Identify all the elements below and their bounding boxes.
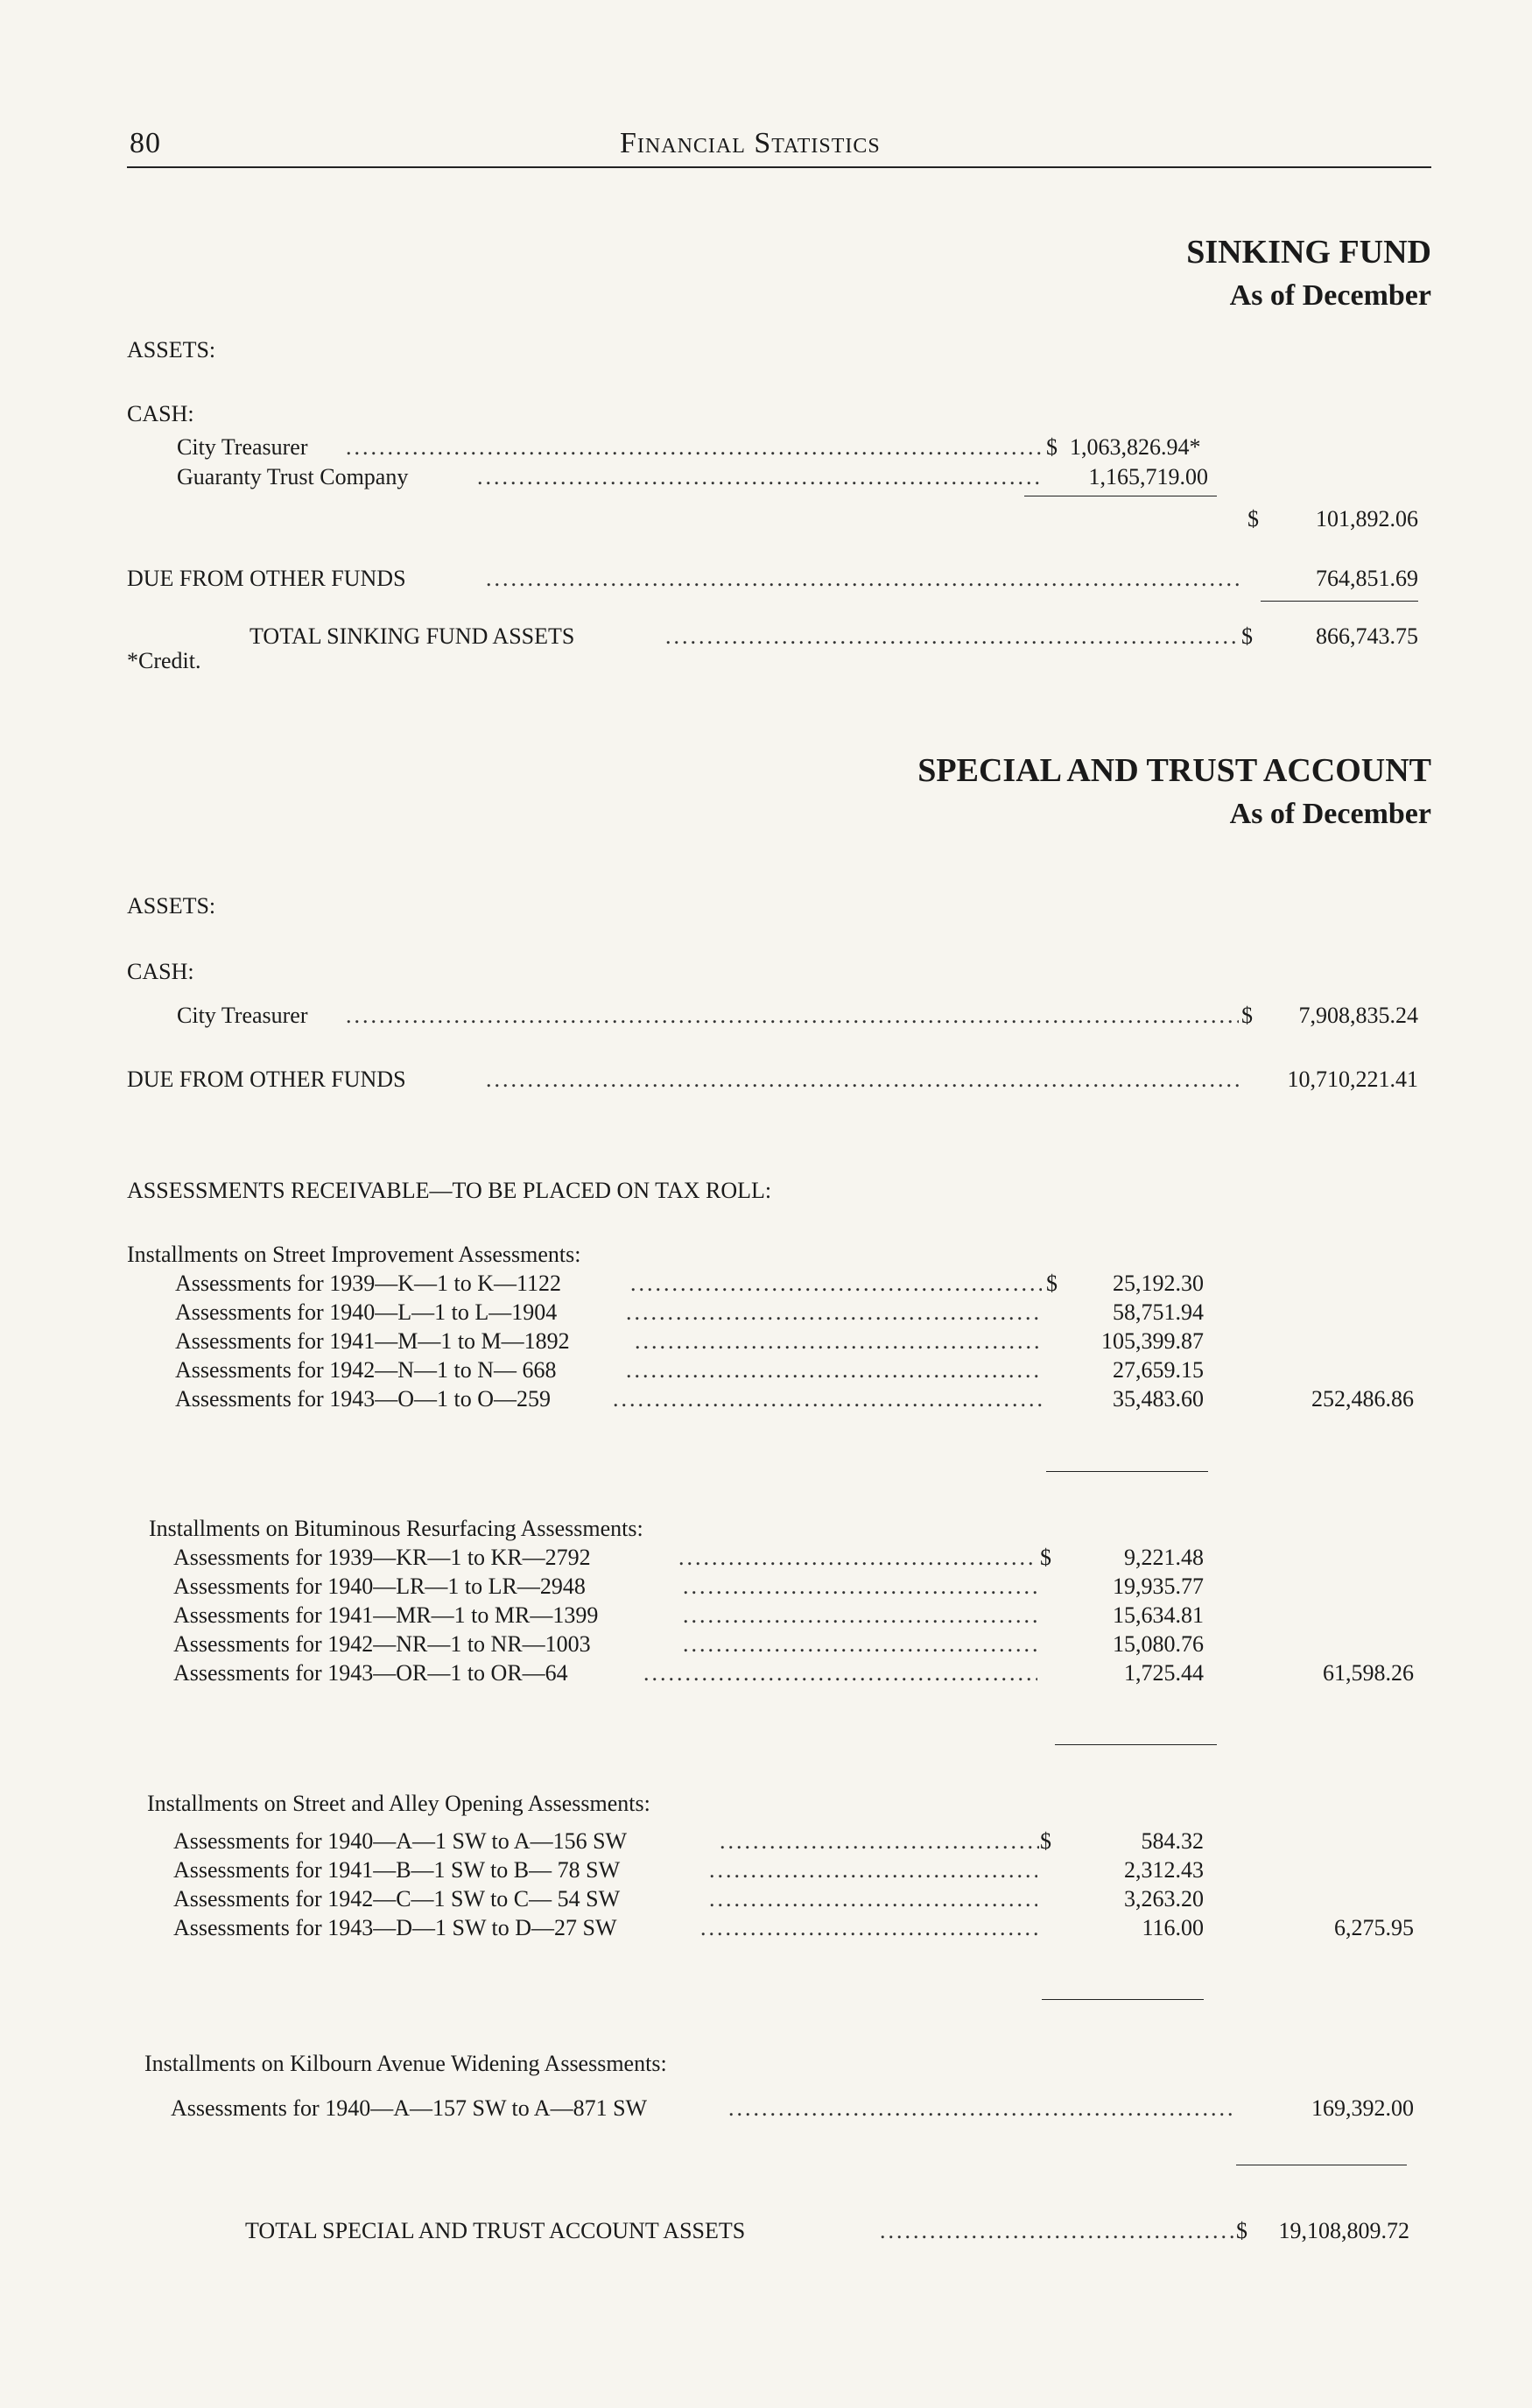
assessment-amount: 15,080.76 <box>1113 1631 1204 1657</box>
leader-dots <box>678 1545 1037 1571</box>
sinking-city-treasurer-label: City Treasurer <box>177 434 308 460</box>
special-trust-title: SPECIAL AND TRUST ACCOUNT <box>917 752 1431 789</box>
special-cash-label: CASH: <box>127 959 194 984</box>
subtotal-rule <box>1055 1744 1217 1745</box>
running-title: Financial Statistics <box>620 127 881 159</box>
leader-dots <box>346 1003 1239 1029</box>
dollar-sign: $ <box>1241 623 1253 649</box>
sinking-fund-title: SINKING FUND <box>1186 234 1431 271</box>
assessment-label: Assessments for 1940—A—1 SW to A—156 SW <box>173 1828 628 1854</box>
sinking-guaranty-label: Guaranty Trust Company <box>177 464 409 489</box>
assessment-label: Assessments for 1942—NR—1 to NR—1003 <box>173 1631 591 1657</box>
assessment-label: Assessments for 1943—D—1 SW to D—27 SW <box>173 1915 617 1940</box>
leader-dots <box>709 1886 1037 1912</box>
special-city-treasurer-label: City Treasurer <box>177 1003 308 1028</box>
sinking-cash-total: 101,892.06 <box>1316 506 1418 532</box>
leader-dots <box>477 464 1042 490</box>
special-due-amount: 10,710,221.41 <box>1287 1067 1418 1092</box>
assessment-amount: 1,725.44 <box>1124 1660 1204 1686</box>
dollar-sign: $ <box>1040 1828 1051 1854</box>
sinking-cash-label: CASH: <box>127 401 194 426</box>
sinking-city-treasurer-amount: 1,063,826.94* <box>1070 434 1201 460</box>
sinking-due-label: DUE FROM OTHER FUNDS <box>127 566 406 591</box>
special-total-label: TOTAL SPECIAL AND TRUST ACCOUNT ASSETS <box>245 2218 746 2243</box>
assessment-label: Assessments for 1939—KR—1 to KR—2792 <box>173 1545 591 1570</box>
dollar-sign: $ <box>1046 1271 1058 1296</box>
leader-dots <box>613 1386 1042 1412</box>
footnote: *Credit. <box>127 648 201 673</box>
assessment-amount: 58,751.94 <box>1113 1299 1204 1325</box>
sinking-guaranty-amount: 1,165,719.00 <box>1088 464 1208 489</box>
total-rule <box>1261 601 1418 602</box>
leader-dots <box>643 1660 1037 1686</box>
special-assets-label: ASSETS: <box>127 893 216 919</box>
dollar-sign: $ <box>1040 1545 1051 1570</box>
assessment-label: Assessments for 1942—N—1 to N— 668 <box>175 1357 557 1383</box>
sinking-assets-label: ASSETS: <box>127 337 216 363</box>
assessment-amount: 116.00 <box>1142 1915 1204 1940</box>
assessment-amount: 27,659.15 <box>1113 1357 1204 1383</box>
assessment-amount: 105,399.87 <box>1101 1328 1204 1354</box>
leader-dots <box>626 1357 1042 1384</box>
subtotal-rule <box>1042 1999 1204 2000</box>
assessment-label: Assessments for 1941—MR—1 to MR—1399 <box>173 1602 599 1628</box>
assessment-label: Assessments for 1943—OR—1 to OR—64 <box>173 1660 568 1686</box>
assessment-label: Assessments for 1941—B—1 SW to B— 78 SW <box>173 1857 621 1883</box>
leader-dots <box>709 1857 1037 1883</box>
sinking-due-amount: 764,851.69 <box>1316 566 1418 591</box>
special-city-treasurer-amount: 7,908,835.24 <box>1298 1003 1418 1028</box>
group-total: 252,486.86 <box>1311 1386 1414 1412</box>
assessment-amount: 35,483.60 <box>1113 1386 1204 1412</box>
group-total: 61,598.26 <box>1323 1660 1414 1686</box>
assessment-amount: 584.32 <box>1141 1828 1204 1854</box>
dollar-sign: $ <box>1247 506 1259 532</box>
assessment-amount: 3,263.20 <box>1124 1886 1204 1912</box>
leader-dots <box>346 434 1042 461</box>
assessment-label: Assessments for 1943—O—1 to O—259 <box>175 1386 551 1412</box>
header-rule <box>127 166 1431 168</box>
assessment-amount: 19,935.77 <box>1113 1574 1204 1599</box>
assessment-amount: 25,192.30 <box>1113 1271 1204 1296</box>
leader-dots <box>728 2095 1236 2122</box>
subtotal-rule <box>1046 1471 1208 1472</box>
dollar-sign: $ <box>1046 434 1058 460</box>
assessment-amount: 15,634.81 <box>1113 1602 1204 1628</box>
leader-dots <box>486 1067 1239 1093</box>
group-total: 6,275.95 <box>1334 1915 1414 1940</box>
assessment-amount: 9,221.48 <box>1124 1545 1204 1570</box>
sinking-total-amount: 866,743.75 <box>1316 623 1418 649</box>
kilbourn-amount: 169,392.00 <box>1311 2095 1414 2121</box>
assessment-amount: 2,312.43 <box>1124 1857 1204 1883</box>
assessment-label: Assessments for 1941—M—1 to M—1892 <box>175 1328 570 1354</box>
page-number: 80 <box>130 127 161 159</box>
dollar-sign: $ <box>1236 2218 1247 2243</box>
leader-dots <box>635 1328 1042 1355</box>
assessment-label: Assessments for 1940—L—1 to L—1904 <box>175 1299 558 1325</box>
leader-dots <box>665 623 1239 650</box>
assessment-label: Assessments for 1942—C—1 SW to C— 54 SW <box>173 1886 621 1912</box>
leader-dots <box>880 2218 1234 2244</box>
special-total-amount: 19,108,809.72 <box>1278 2218 1409 2243</box>
special-due-label: DUE FROM OTHER FUNDS <box>127 1067 406 1092</box>
dollar-sign: $ <box>1241 1003 1253 1028</box>
group-heading: Installments on Kilbourn Avenue Widening Assessments: <box>144 2051 667 2076</box>
sinking-total-label: TOTAL SINKING FUND ASSETS <box>249 623 575 649</box>
leader-dots <box>626 1299 1042 1326</box>
assessment-label: Assessments for 1939—K—1 to K—1122 <box>175 1271 562 1296</box>
leader-dots <box>683 1574 1037 1600</box>
leader-dots <box>700 1915 1037 1941</box>
leader-dots <box>720 1828 1039 1855</box>
sinking-fund-subtitle: As of December <box>1229 279 1431 312</box>
leader-dots <box>683 1602 1037 1629</box>
group-heading: Installments on Street Improvement Assessments: <box>127 1242 581 1267</box>
leader-dots <box>486 566 1239 592</box>
leader-dots <box>630 1271 1042 1297</box>
group-heading: Installments on Bituminous Resurfacing Assessments: <box>149 1516 643 1541</box>
assessment-label: Assessments for 1940—LR—1 to LR—2948 <box>173 1574 586 1599</box>
leader-dots <box>683 1631 1037 1658</box>
special-trust-subtitle: As of December <box>1229 798 1431 830</box>
receivable-label: ASSESSMENTS RECEIVABLE—TO BE PLACED ON TAX ROLL: <box>127 1178 772 1203</box>
assessment-label: Assessments for 1940—A—157 SW to A—871 SW <box>171 2095 648 2121</box>
group-heading: Installments on Street and Alley Opening Assessments: <box>147 1791 650 1816</box>
